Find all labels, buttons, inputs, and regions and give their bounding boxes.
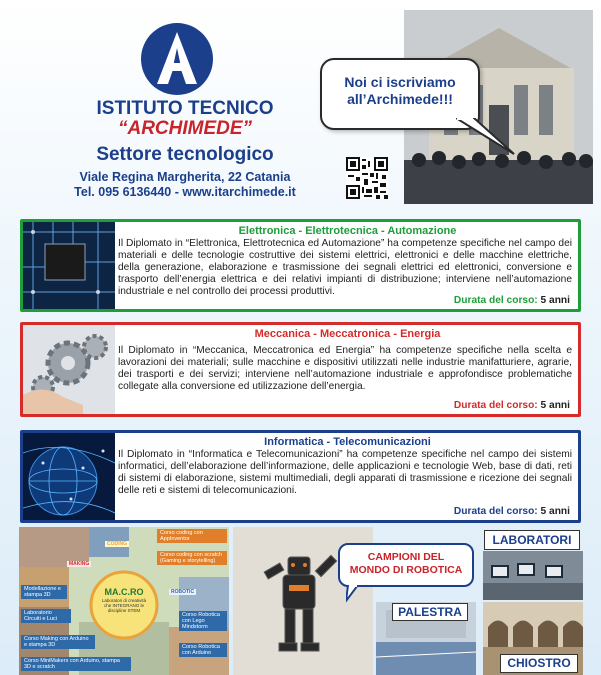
course-duration-label: Durata del corso: — [453, 295, 538, 306]
activity-label: Corso Robotica con Lego Mindstorm — [179, 611, 227, 631]
circuit-board-image — [23, 222, 115, 309]
school-name: ISTITUTO TECNICO — [96, 98, 274, 119]
cloister-label: CHIOSTRO — [500, 654, 578, 673]
macro-text: Laboratori di creatività che INTEGRANO le discipline STEM — [101, 598, 147, 613]
course-title: Elettronica - Elettrotecnica - Automazione — [238, 225, 457, 237]
activity-label: Laboratorio Circuiti e Luci — [21, 609, 71, 623]
course-card-elettronica — [20, 219, 581, 312]
activity-label: ROBOTIC — [171, 589, 195, 595]
course-duration-value: 5 anni — [540, 400, 570, 411]
activity-label: CODING — [107, 541, 127, 547]
course-duration — [454, 400, 570, 411]
course-description: Il Diplomato in “Informatica e Telecomunicazioni” ha competenze specifiche nel campo dei sistemi informatici, dell’elaborazione dell’informazione, delle applicazioni e tecnologie Web, base di dati, reti di sistemi di elaborazione, sistemi multimediali, degli apparati di trasmissione e ricezione dei segnali delle reti e sistemi di telecomunicazioni. — [118, 449, 572, 496]
course-duration-label: Durata del corso: — [453, 506, 538, 517]
school-subtitle: “ARCHIMEDE” — [117, 118, 253, 139]
gym-label: PALESTRA — [392, 603, 468, 621]
course-duration — [454, 295, 570, 306]
robotics-bubble-tail-icon — [346, 585, 360, 603]
school-sector: Settore tecnologico — [96, 144, 274, 165]
robotics-bubble-line-2: MONDO DI ROBOTICA — [349, 564, 463, 576]
course-title: Meccanica - Meccatronica - Energia — [254, 328, 441, 340]
speech-bubble-line-1: Noi ci iscriviamo — [344, 74, 456, 90]
macro-title: MA.C.RO — [104, 587, 144, 597]
labs-label: LABORATORI — [484, 530, 580, 550]
activity-label: Corso coding con AppInventor — [157, 529, 227, 543]
robotics-bubble-line-1: CAMPIONI DEL — [367, 551, 445, 563]
labs-photo — [483, 551, 583, 600]
course-duration-value: 5 anni — [540, 506, 570, 517]
course-card-informatica — [20, 430, 581, 523]
course-card-meccanica — [20, 322, 581, 417]
archimede-logo-icon — [140, 22, 214, 96]
course-duration-value: 5 anni — [540, 295, 570, 306]
activity-label: Modellazione e stampa 3D — [21, 585, 67, 599]
activity-label: MAKING — [69, 561, 90, 567]
course-title: Informatica - Telecomunicazioni — [264, 436, 431, 448]
globe-network-image — [23, 433, 115, 520]
course-description: Il Diplomato in “Elettronica, Elettrotecnica ed Automazione” ha competenze specifiche nel campo dei materiali e delle tecnologie costruttive dei sistemi elettrici, elettronici e delle macchine elettriche, della generazione, elaborazione e trasmissione dei segnali elettrici ed elettronici, conversione e trasporto dell’energia elettrica e dei relativi impianti di distribuzione; interviene nell’automazione industriale e nel controllo dei processi produttivi. — [118, 238, 572, 297]
speech-bubble-tail-icon — [456, 118, 516, 158]
course-duration — [454, 506, 570, 517]
activity-label: Corso Making con Arduino e stampa 3D — [21, 635, 95, 649]
activity-label: Corso MiniMakers con Arduino, stampa 3D e scratch — [21, 657, 131, 671]
robotics-bubble — [338, 543, 474, 587]
activities-collage — [19, 527, 229, 675]
activity-label: Corso Robotica con Arduino — [179, 643, 227, 657]
gears-hand-image — [23, 325, 115, 414]
school-contacts[interactable]: Tel. 095 6136440 - www.itarchimede.it — [74, 185, 296, 199]
qr-code-icon[interactable] — [346, 157, 388, 199]
course-description: Il Diplomato in “Meccanica, Meccatronica ed Energia” ha competenze specifiche nella scelta e lavorazioni dei materiali; sulle macchine e dispositivi utilizzati nelle industrie manifatturiere, agrarie, dei trasporti e dei servizi; interviene nell’automazione industriale e approfondisce problematiche collegate alla conversione ed utilizzazione dell’energia. — [118, 345, 572, 392]
course-duration-label: Durata del corso: — [453, 400, 538, 411]
speech-bubble-line-2: all’Archimede!!! — [347, 91, 453, 107]
school-address: Viale Regina Margherita, 22 Catania — [79, 170, 291, 184]
activity-label: Corso coding con scratch (Gaming e storytelling) — [157, 551, 227, 565]
